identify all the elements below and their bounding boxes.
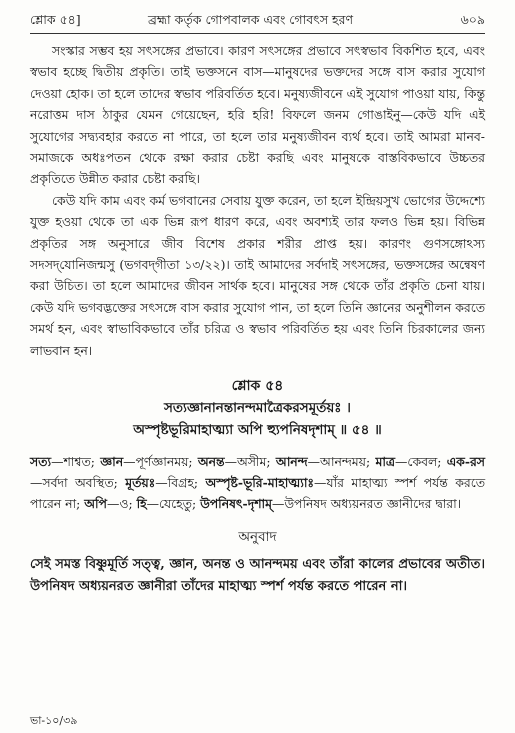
- translation-heading: অনুবাদ: [238, 529, 277, 546]
- synonym-term: হি: [136, 496, 147, 512]
- synonym-meaning: অসীম;: [236, 454, 276, 470]
- page-header: [30, 10, 485, 30]
- word-synonyms: সত্য—শাশ্বত; জ্ঞান—পূর্ণজ্ঞানময়; অনন্ত—অসীম; আনন্দ—আনন্দময়; মাত্র—কেবল; এক-রস—সর্বদা অবস্থিত; মূর্তয়ঃ—বিগ্রহ; অস্পৃষ্ট-ভূরি-মাহাত্ম্যাঃ—যাঁর মাহাত্ম্য স্পর্শ পর্যন্ত করতে পারেন না; অপি—ও; হি—যেহেতু; উপনিষৎ-দৃশাম্‌—উপনিষদ অধ্যয়নরত জ্ঞানীদের দ্বারা।: [30, 454, 485, 512]
- synonym-term: জ্ঞান: [100, 454, 124, 470]
- synonym-term: মূর্তয়ঃ: [125, 475, 156, 491]
- synonym-meaning: যাঁর মাহাত্ম্য স্পর্শ পর্যন্ত করতে পারেন না;: [30, 475, 485, 512]
- synonym-term: অনন্ত: [197, 454, 225, 470]
- page-footer-code: ভা-১০/৩৯: [30, 714, 78, 727]
- verse-heading: শ্লোক ৫৪: [231, 378, 284, 395]
- page-number: ৬০৯: [460, 12, 485, 27]
- purport-paragraph: কেউ যদি কাম এবং কর্ম ভগবানের সেবায় যুক্ত করেন, তা হলে ইন্দ্রিয়সুখ ভোগের উদ্দেশ্যে যুক্ত হওয়া থেকে তা এক ভিন্ন রূপ ধারণ করে, এবং অবশ্যই তার ফলও ভিন্ন হয়। বিভিন্ন প্রকৃতির সঙ্গ অনুসারে জীব বিশেষ প্রকার শরীর প্রাপ্ত হয়। কারণং গুণসঙ্গোঽস্য সদসদ্‌যোনিজন্মসু (ভগবদ্‌গীতা ১৩/২২)। তাই আমাদের সর্বদাই সৎসঙ্গের, ভক্তসঙ্গের অন্বেষণ করা উচিত। তা হলে আমাদের জীবন সার্থক হবে। মানুষের সঙ্গ থেকে তাঁর প্রকৃতি চেনা যায়। কেউ যদি ভগবদ্ভক্তের সৎসঙ্গে বাস করার সুযোগ পান, তা হলে তিনি জ্ঞানের অনুশীলন করতে সমর্থ হন, এবং স্বাভাবিকভাবে তাঁর চরিত্র ও স্বভাব পরিবর্তিত হয় এবং তিনি চিরকালের জন্য লাভবান হন।: [30, 192, 485, 358]
- verse-reference: শ্লোক ৫৪]: [30, 12, 81, 27]
- verse-line-2: অস্পৃষ্টভূরিমাহাত্ম্যা অপি হ্যুপনিষদৃশাম্‌ ॥ ৫৪ ॥: [133, 422, 382, 439]
- synonym-term: এক-রস: [446, 454, 485, 470]
- synonym-meaning: বিগ্রহ;: [167, 475, 206, 491]
- synonym-meaning: পূর্ণজ্ঞানময়;: [135, 454, 198, 470]
- synonym-meaning: ও;: [119, 496, 137, 512]
- synonym-term: আনন্দ: [275, 454, 308, 470]
- synonym-term: উপনিষৎ-দৃশাম্‌: [200, 496, 273, 512]
- synonym-term: মাত্র: [375, 454, 396, 470]
- synonym-meaning: সর্বদা অবস্থিত;: [42, 475, 126, 491]
- synonym-term: অপি: [84, 496, 107, 512]
- synonym-meaning: যেহেতু;: [159, 496, 201, 512]
- page-body: [30, 40, 485, 598]
- synonym-meaning: উপনিষদ অধ্যয়নরত জ্ঞানীদের দ্বারা।: [284, 496, 462, 512]
- synonym-term: অস্পৃষ্ট-ভূরি-মাহাত্ম্যাঃ: [205, 475, 315, 491]
- synonym-meaning: শাশ্বত;: [63, 454, 101, 470]
- purport-paragraph: সংস্কার সম্ভব হয় সৎসঙ্গের প্রভাবে। কারণ সৎসঙ্গের প্রভাবে সৎস্বভাব বিকশিত হবে, এবং স্বভাব হচ্ছে দ্বিতীয় প্রকৃতি। তাই ভক্তসনে বাস—মানুষদের ভক্তদের সঙ্গে বাস করার সুযোগ দেওয়া হোক। তা হলে তাদের স্বভাব পরিবর্তিত হবে। মনুষ্যজীবনে এই সুযোগ পাওয়া যায়, কিন্তু নরোত্তম দাস ঠাকুর যেমন গেয়েছেন, হরি হরি! বিফলে জনম গোঙাইনু—কেউ যদি এই সুযোগের সদ্ব্যবহার করতে না পারে, তা হলে তার মনুষ্যজীবন ব্যর্থ হবে। তাই আমরা মানব-সমাজকে অধঃপতন থেকে রক্ষা করার চেষ্টা করছি এবং মানুষকে বাস্তবিকভাবে উচ্চতর প্রকৃতিতে উন্নীত করার চেষ্টা করছি।: [30, 43, 485, 187]
- translation-text: সেই সমস্ত বিষ্ণুমূর্তি সত্ত্ব, জ্ঞান, অনন্ত ও আনন্দময় এবং তাঁরা কালের প্রভাবের অতীত। উপনিষদ অধ্যয়নরত জ্ঞানীরা তাঁদের মাহাত্ম্য স্পর্শ পর্যন্ত করতে পারেন না।: [30, 557, 485, 595]
- synonym-term: সত্য: [30, 454, 52, 470]
- synonym-meaning: আনন্দময়;: [320, 454, 376, 470]
- synonym-meaning: কেবল;: [407, 454, 447, 470]
- header-divider: [30, 33, 485, 34]
- verse-line-1: সত্যজ্ঞানানন্তানন্দমাত্রৈকরসমূর্তয়ঃ ।: [163, 400, 352, 417]
- chapter-title: ব্রহ্মা কর্তৃক গোপবালক এবং গোবৎস হরণ: [148, 12, 354, 27]
